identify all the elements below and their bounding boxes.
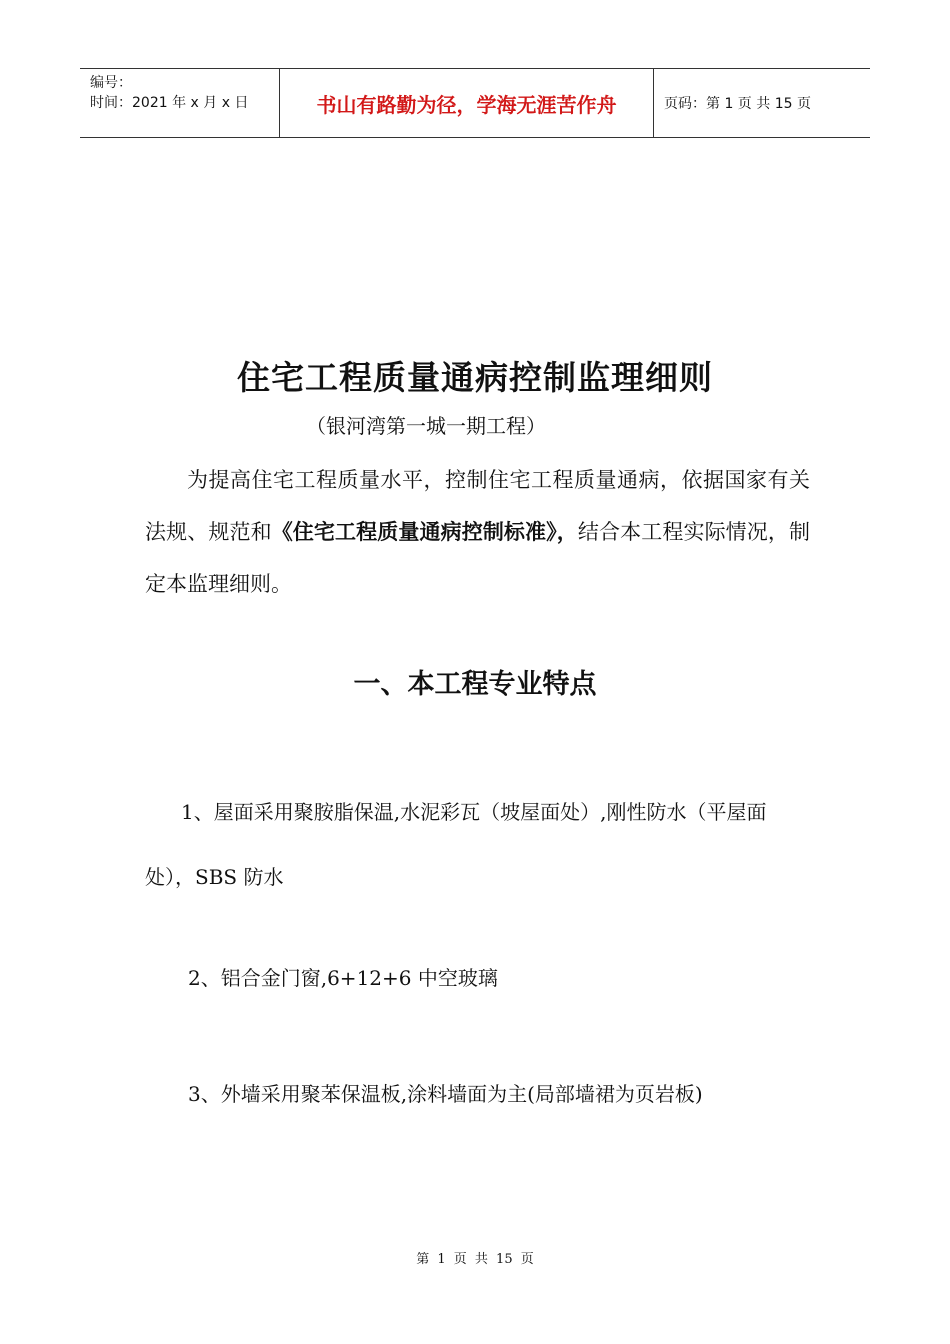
page-header — [80, 68, 870, 138]
document-number-label: 编号： — [90, 75, 132, 91]
header-meta — [80, 69, 280, 137]
page-footer: 第 1 页 共 15 页 — [416, 1252, 534, 1267]
intro-standard-name: 《住宅工程质量通病控制标准》， — [271, 520, 578, 544]
document-title: 住宅工程质量通病控制监理细则 — [237, 358, 713, 397]
list-item: 3、外墙采用聚苯保温板,涂料墙面为主(局部墙裙为页岩板) — [188, 1082, 703, 1106]
document-date-label: 时间：2021 年 x 月 x 日 — [90, 95, 249, 111]
header-motto: 书山有路勤为径，学海无涯苦作舟 — [280, 69, 654, 137]
document-subtitle: （银河湾第一城一期工程） — [306, 414, 546, 438]
intro-paragraph — [145, 454, 810, 610]
intro-text-2: 结合本工程实际情况，制定本监理细则。 — [145, 520, 811, 596]
intro-text-1: 为提高住宅工程质量水平，控制住宅工程质量通病，依据国家有关法规、规范和 — [145, 468, 810, 544]
section-heading: 一、本工程专业特点 — [353, 669, 597, 700]
list-item: 2、铝合金门窗,6+12+6 中空玻璃 — [188, 966, 498, 990]
header-page-info: 页码：第 1 页 共 15 页 — [664, 96, 811, 112]
list-item: 1、屋面采用聚胺脂保温,水泥彩瓦（坡屋面处）,刚性防水（平屋面处），SBS 防水 — [145, 800, 767, 889]
